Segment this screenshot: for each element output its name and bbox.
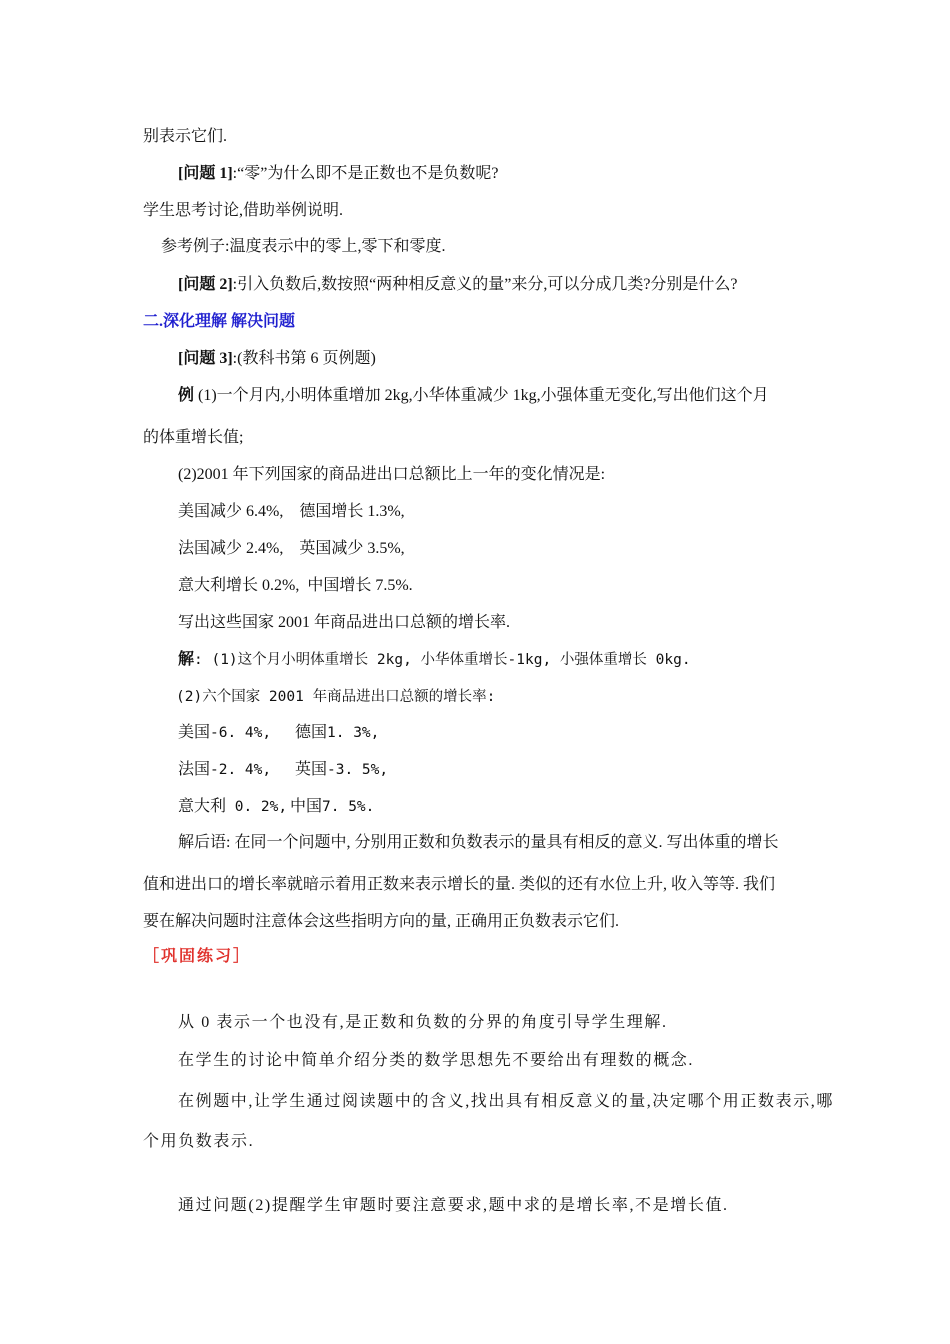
text-line: 美国减少 6.4%, 德国增长 1.3%, xyxy=(178,503,405,520)
example-label: 例 xyxy=(178,387,195,404)
text-line: 解后语: 在同一个问题中, 分别用正数和负数表示的量具有相反的意义. 写出体重的增长 xyxy=(178,834,779,851)
question-text: :引入负数后,数按照“两种相反意义的量”来分,可以分成几类?分别是什么? xyxy=(232,276,738,293)
note-line: 从 0 表示一个也没有,是正数和负数的分界的角度引导学生理解. xyxy=(178,1014,668,1031)
text-line: 别表示它们. xyxy=(143,128,228,145)
section-heading: 二.深化理解 解决问题 xyxy=(143,313,296,330)
text-line: 学生思考讨论,借助举例说明. xyxy=(143,202,344,219)
text-line: 写出这些国家 2001 年商品进出口总额的增长率. xyxy=(178,614,511,631)
solution-line: (2)六个国家 2001 年商品进出口总额的增长率: xyxy=(176,689,496,705)
question-2 xyxy=(178,274,738,296)
text-line: 值和进出口的增长率就暗示着用正数来表示增长的量. 类似的还有水位上升, 收入等等. 我们 xyxy=(143,876,776,893)
text-line: 的体重增长值; xyxy=(143,429,244,446)
question-label: [问题 2] xyxy=(178,276,233,293)
solution-row: 法国-2. 4%, 英国 -3. 5%, xyxy=(178,761,389,778)
note-line: 通过问题(2)提醒学生审题时要注意要求,题中求的是增长率,不是增长值. xyxy=(178,1197,729,1214)
question-label: [问题 1] xyxy=(178,165,233,182)
text-line: (2)2001 年下列国家的商品进出口总额比上一年的变化情况是: xyxy=(178,466,606,483)
solution-row: 美国-6. 4%, 德国 1. 3%, xyxy=(178,724,380,741)
practice-heading: ［巩固练习］ xyxy=(143,948,252,965)
text-line: 参考例子:温度表示中的零上,零下和零度. xyxy=(161,238,446,255)
text-line: 要在解决问题时注意体会这些指明方向的量, 正确用正负数表示它们. xyxy=(143,913,620,930)
note-line: 个用负数表示. xyxy=(143,1133,255,1150)
solution-line xyxy=(178,649,691,671)
solution-text: : (1)这个月小明体重增长 2kg, 小华体重增长-1kg, 小强体重增长 0kg. xyxy=(194,652,691,668)
example-text: (1)一个月内,小明体重增加 2kg,小华体重减少 1kg,小强体重无变化,写出他们这个月 xyxy=(194,387,769,404)
example-line xyxy=(178,385,769,407)
text-line: 意大利增长 0.2%, 中国增长 7.5%. xyxy=(178,577,413,594)
text-line: 法国减少 2.4%, 英国减少 3.5%, xyxy=(178,540,405,557)
question-1 xyxy=(178,163,498,185)
question-3 xyxy=(178,348,376,370)
question-text: :“零”为什么即不是正数也不是负数呢? xyxy=(232,165,499,182)
solution-label: 解 xyxy=(178,651,195,668)
note-line: 在学生的讨论中简单介绍分类的数学思想先不要给出有理数的概念. xyxy=(178,1052,695,1069)
question-text: :(教科书第 6 页例题) xyxy=(232,350,376,367)
note-line: 在例题中,让学生通过阅读题中的含义,找出具有相反意义的量,决定哪个用正数表示,哪 xyxy=(178,1093,835,1110)
solution-row: 意大利 0. 2%, 中国 7. 5%. xyxy=(178,798,375,815)
question-label: [问题 3] xyxy=(178,350,233,367)
